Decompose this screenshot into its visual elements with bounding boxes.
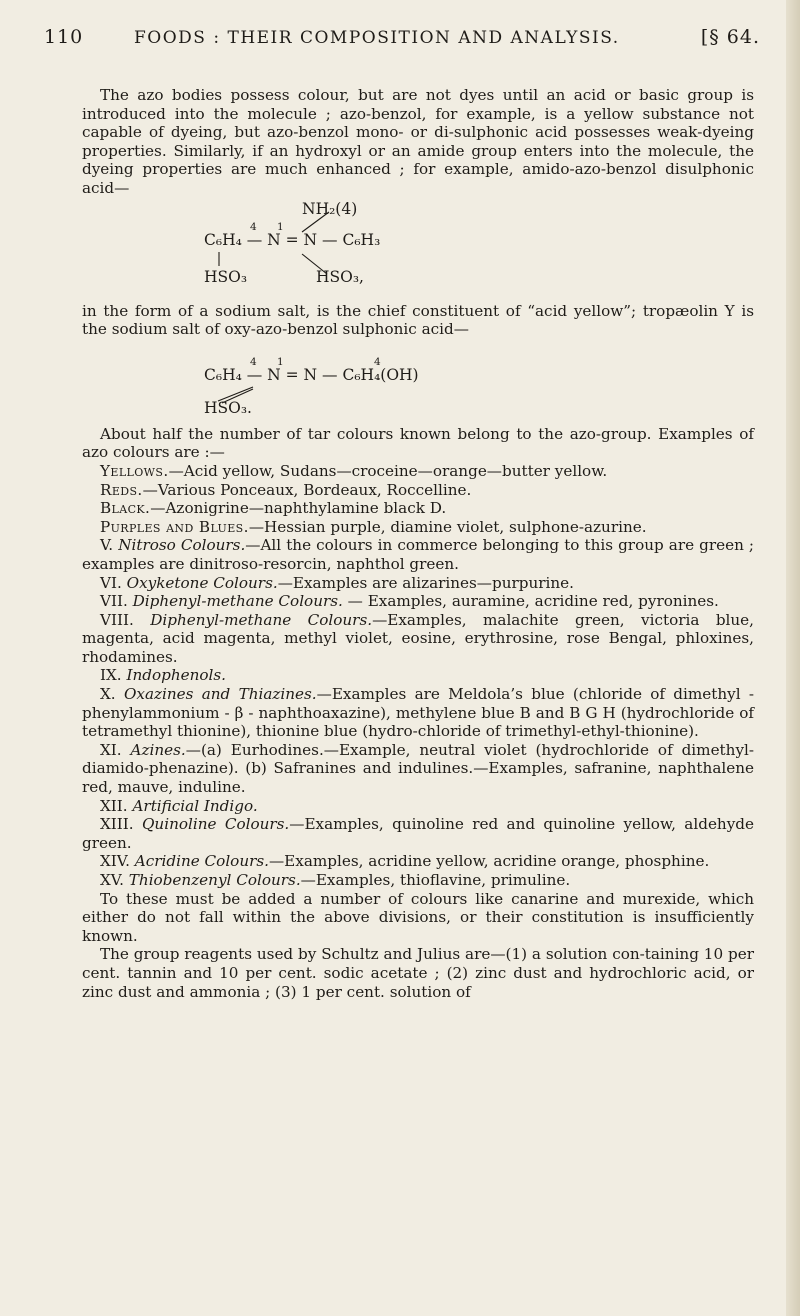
- list-item: VII. Diphenyl-methane Colours. — Examples, auramine, acridine red, pyronines.: [100, 592, 719, 611]
- paragraph-4: To these must be added a number of colours like canarine and murexide, which either do not fall within the above divisions, or their constitution is insufficiently known.: [82, 889, 754, 945]
- list-item: X. Oxazines and Thiazines.—Examples are Meldola’s blue (chloride of dimethyl - phenylammonium - β - naphthoaxazine), methylene blue B and B G H (hydrochloride of tetramethyl thionine), thionine blue (hydro-chloride of trimethyl-ethyl-thionine).: [82, 685, 754, 741]
- paragraph-5: The group reagents used by Schultz and Julius are—(1) a solution con-taining 10 per cent. tannin and 10 per cent. sodic acetate ; (2) zinc dust and hydrochloric acid, or zinc dust and ammonia ; (3) 1 per cent. solution of: [82, 945, 754, 1001]
- formula-2-bonds: [82, 339, 754, 421]
- formula-2-position-1: 4: [250, 355, 257, 368]
- formula-2-chain: C₆H₄ — N = N — C₆H₄(OH): [204, 365, 419, 384]
- list-item: V. Nitroso Colours.—All the colours in commerce belonging to this group are green ; examples are dinitroso-resorcin, naphthol green.: [82, 536, 755, 573]
- list-item: Purples and Blues.—Hessian purple, diamine violet, sulphone-azurine.: [100, 517, 647, 536]
- list-item: XI. Azines.—(a) Eurhodines.—Example, neutral violet (hydrochloride of dimethyl-diamido-phenazine). (b) Safranines and indulines.—Examples, safranine, naphthalene red, mauve, induline.: [82, 740, 755, 797]
- formula-1-bottom-left: HSO₃: [204, 267, 248, 286]
- formula-2-position-3: 4: [374, 355, 381, 368]
- formula-amido-azo-benzol: [82, 198, 754, 302]
- formula-1-position-right: 1: [277, 220, 284, 233]
- body-text: [82, 86, 754, 1001]
- running-title: FOODS : THEIR COMPOSITION AND ANALYSIS.: [134, 28, 620, 48]
- list-item: XV. Thiobenzenyl Colours.—Examples, thioflavine, primuline.: [100, 871, 571, 889]
- list-item: VI. Oxyketone Colours.—Examples are alizarines—purpurine.: [100, 573, 574, 592]
- formula-2-bottom: HSO₃.: [204, 398, 252, 417]
- formula-1-bottom-right: HSO₃,: [316, 267, 364, 286]
- list-item: VIII. Diphenyl-methane Colours.—Examples, malachite green, victoria blue, magenta, acid magenta, methyl violet, eosine, erythrosine, rose Bengal, phloxines, rhodamines.: [82, 610, 754, 666]
- formula-1-top-group: NH₂(4): [302, 199, 358, 218]
- list-item: Black.—Azonigrine—naphthylamine black D.: [100, 499, 447, 518]
- azo-examples-list: [82, 462, 754, 536]
- page-number: 110: [44, 26, 84, 48]
- paragraph-3: About half the number of tar colours known belong to the azo-group. Examples of azo colours are :—: [82, 424, 754, 462]
- formula-2-position-2: 1: [277, 355, 284, 368]
- colour-classes-list: [82, 536, 754, 889]
- formula-oxy-azo-benzol: [82, 339, 754, 421]
- list-item: Yellows.—Acid yellow, Sudans—croceine—orange—butter yellow.: [100, 461, 608, 480]
- list-item: XIV. Acridine Colours.—Examples, acridine yellow, acridine orange, phosphine.: [100, 852, 710, 871]
- list-item: IX. Indophenols.: [100, 666, 227, 685]
- list-item: Reds.—Various Ponceaux, Bordeaux, Roccelline.: [100, 480, 472, 499]
- formula-1-position-left: 4: [250, 220, 257, 233]
- paragraph-2: in the form of a sodium salt, is the chief constituent of “acid yellow”; tropæolin Y is the sodium salt of oxy-azo-benzol sulphonic acid—: [82, 301, 754, 339]
- section-mark: [§ 64.: [700, 26, 760, 48]
- list-item: XIII. Quinoline Colours.—Examples, quinoline red and quinoline yellow, aldehyde green.: [82, 815, 754, 852]
- formula-1-bonds: [82, 198, 754, 302]
- paragraph-1: The azo bodies possess colour, but are not dyes until an acid or basic group is introduced into the molecule ; azo-benzol, for example, is a yellow substance not capable of dyeing, but azo-benzol mono- or di-sulphonic acid possesses weak-dyeing properties. Similarly, if an hydroxyl or an amide group enters into the molecule, the dyeing properties are much enhanced ; for example, amido-azo-benzol disulphonic acid—: [82, 86, 754, 197]
- list-item: XII. Artificial Indigo.: [100, 796, 258, 815]
- formula-1-chain: C₆H₄ — N = N — C₆H₃: [204, 230, 381, 249]
- page-edge: [786, 0, 800, 1316]
